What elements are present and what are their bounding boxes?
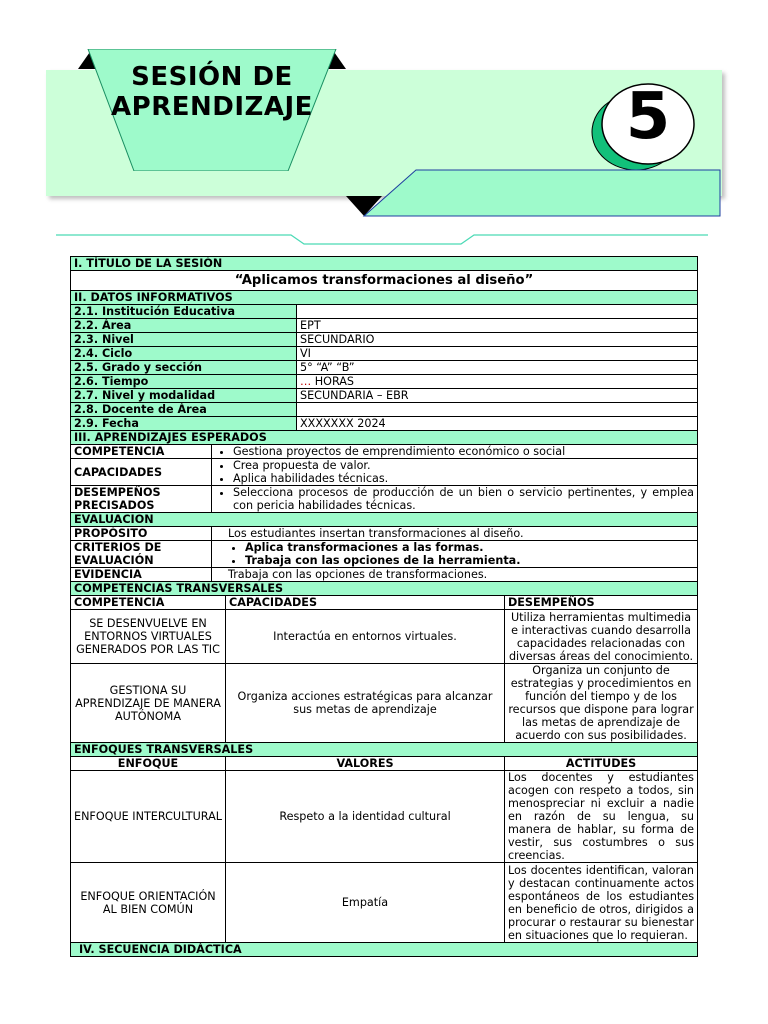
desempenos-value [212, 486, 698, 513]
tiempo-unit: HORAS [311, 375, 355, 388]
enfoque-valor: Empatía [226, 863, 505, 943]
transversal-competencia: SE DESENVUELVE EN ENTORNOS VIRTUALES GENERADOS POR LAS TIC [71, 610, 226, 664]
enfoque-name: ENFOQUE ORIENTACIÓN AL BIEN COMÚN [71, 863, 226, 943]
desempenos-label [71, 486, 212, 513]
divider-line [56, 230, 708, 248]
enfoques-col-actitudes: ACTITUDES [505, 757, 698, 771]
datos-label-grado: 2.5. Grado y sección [71, 361, 297, 375]
transversal-desempeno: Utiliza herramientas multimedia e interactivas cuando desarrolla capacidades relacionadas con diversas áreas del conocimiento. [505, 610, 698, 664]
datos-value-institucion [297, 305, 698, 319]
competencia-item: • Gestiona proyectos de emprendimiento económico o social [233, 445, 694, 458]
proposito-value: Los estudiantes insertan transformaciones al diseño. [212, 527, 698, 541]
criterios-label [71, 541, 212, 568]
transversales-col-capacidades: CAPACIDADES [226, 596, 505, 610]
datos-value-grado: 5° “A” “B” [297, 361, 698, 375]
criterios-value [212, 541, 698, 568]
page-title-line2: APRENDIZAJE [111, 92, 313, 122]
datos-label-fecha: 2.9. Fecha [71, 417, 297, 431]
enfoque-actitud: Los docentes y estudiantes acogen con respeto a todos, sin menospreciar ni excluir a nadie en razón de su lengua, su manera de hablar, su forma de vestir, sus costumbres o sus creencias. [505, 771, 698, 863]
evidencia-value: Trabaja con las opciones de transformaciones. [212, 568, 698, 582]
datos-value-area: EPT [297, 319, 698, 333]
section-aprendizajes-heading: III. APRENDIZAJES ESPERADOS [71, 431, 698, 445]
transversal-capacidad: Interactúa en entornos virtuales. [226, 610, 505, 664]
datos-value-ciclo: VI [297, 347, 698, 361]
section-evaluacion-heading: EVALUACION [71, 513, 698, 527]
datos-value-tiempo [297, 375, 698, 389]
capacidad-item: • Crea propuesta de valor. [233, 459, 694, 472]
enfoque-name: ENFOQUE INTERCULTURAL [71, 771, 226, 863]
datos-label-area: 2.2. Área [71, 319, 297, 333]
header-bottom-bar [346, 168, 724, 222]
evidencia-label: EVIDENCIA [71, 568, 212, 582]
transversales-col-desempenos: DESEMPEÑOS [505, 596, 698, 610]
enfoques-col-enfoque: ENFOQUE [71, 757, 226, 771]
transversales-col-competencia: COMPETENCIA [71, 596, 226, 610]
datos-value-docente [297, 403, 698, 417]
criterio-item: • Aplica transformaciones a las formas. [245, 541, 694, 554]
tiempo-placeholder: … [300, 375, 312, 388]
session-title: “Aplicamos transformaciones al diseño” [71, 271, 698, 291]
session-number: 5 [625, 80, 671, 154]
transversal-desempeno: Organiza un conjunto de estrategias y procedimientos en función del tiempo y de los recursos que dispone para lograr las metas de aprendizaje de acuerdo con sus posibilidades. [505, 664, 698, 743]
criterios-label-line2: EVALUACIÓN [74, 554, 154, 567]
transversal-capacidad: Organiza acciones estratégicas para alcanzar sus metas de aprendizaje [226, 664, 505, 743]
criterios-label-line1: CRITERIOS DE [74, 541, 162, 554]
datos-value-fecha: XXXXXXX 2024 [297, 417, 698, 431]
datos-label-tiempo: 2.6. Tiempo [71, 375, 297, 389]
page-title [92, 62, 332, 122]
criterio-item: • Trabaja con las opciones de la herramienta. [245, 554, 694, 567]
competencia-label: COMPETENCIA [71, 445, 212, 459]
section-secuencia-heading: IV. SECUENCIA DIDÁCTICA [71, 943, 698, 957]
enfoque-valor: Respeto a la identidad cultural [226, 771, 505, 863]
proposito-label: PROPÓSITO [71, 527, 212, 541]
datos-label-modalidad: 2.7. Nivel y modalidad [71, 389, 297, 403]
capacidad-item: • Aplica habilidades técnicas. [233, 472, 694, 485]
page-title-line1: SESIÓN DE [131, 62, 293, 92]
datos-label-institucion: 2.1. Institución Educativa [71, 305, 297, 319]
competencia-value [212, 445, 698, 459]
datos-label-ciclo: 2.4. Ciclo [71, 347, 297, 361]
section-title-heading: I. TÍTULO DE LA SESIÓN [71, 257, 698, 271]
section-transversales-heading: COMPETENCIAS TRANSVERSALES [71, 582, 698, 596]
desempenos-label-line1: DESEMPEÑOS [74, 486, 161, 499]
section-enfoques-heading: ENFOQUES TRANSVERSALES [71, 743, 698, 757]
section-datos-heading: II. DATOS INFORMATIVOS [71, 291, 698, 305]
capacidades-value [212, 459, 698, 486]
desempeno-item: • Selecciona procesos de producción de un bien o servicio pertinentes, y emplea con pericia habilidades técnicas. [233, 486, 694, 512]
datos-value-nivel: SECUNDARIO [297, 333, 698, 347]
transversal-competencia: GESTIONA SU APRENDIZAJE DE MANERA AUTÓNOMA [71, 664, 226, 743]
datos-label-nivel: 2.3. Nivel [71, 333, 297, 347]
datos-label-docente: 2.8. Docente de Área [71, 403, 297, 417]
enfoque-actitud: Los docentes identifican, valoran y destacan continuamente actos espontáneos de los estudiantes en beneficio de otros, dirigidos a procurar o restaurar su bienestar en situaciones que lo requieran. [505, 863, 698, 943]
desempenos-label-line2: PRECISADOS [74, 499, 155, 512]
session-table [70, 256, 698, 957]
datos-value-modalidad: SECUNDARIA – EBR [297, 389, 698, 403]
capacidades-label: CAPACIDADES [71, 459, 212, 486]
enfoques-col-valores: VALORES [226, 757, 505, 771]
